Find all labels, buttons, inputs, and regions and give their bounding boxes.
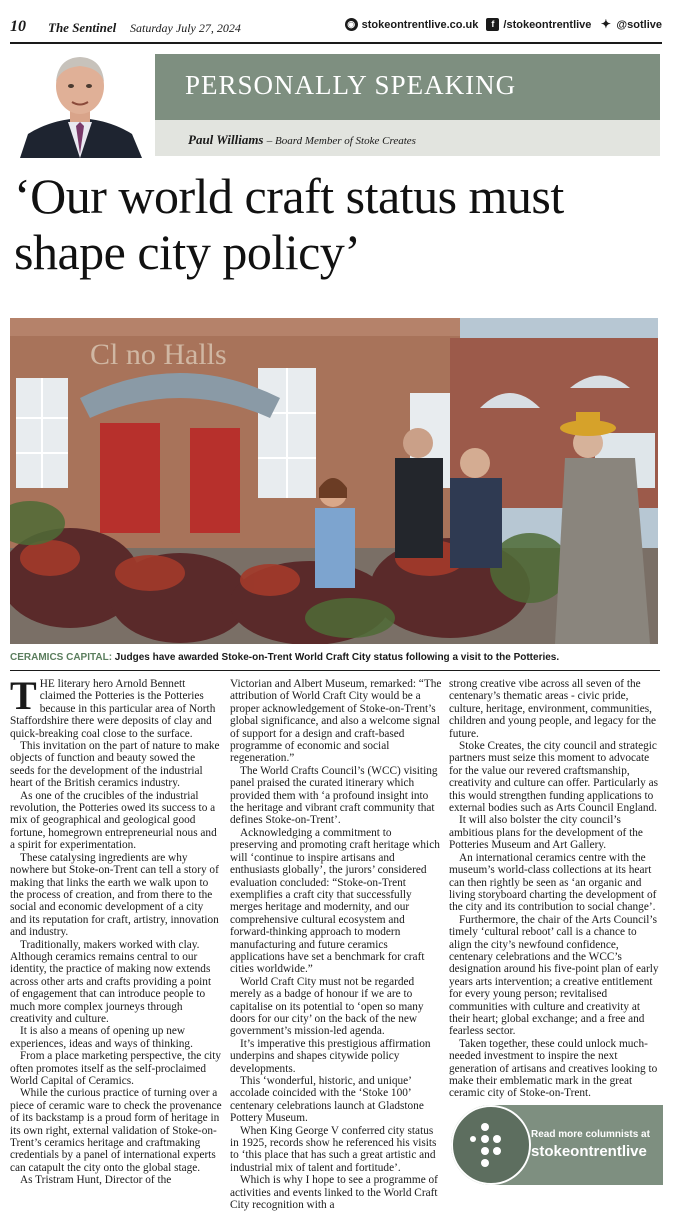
column-header [10,54,660,156]
body-paragraph: An international ceramics centre with the museum’s world-class collections at its heart can then rightly be seen as ‘an organic and living storyboard charting the development of the city and its contribution to social change’. [449,851,657,914]
drop-cap: T [10,673,37,718]
body-paragraph: It will also bolster the city council’s ambitious plans for the development of the Potteries Museum and Art Gallery. [449,814,643,852]
body-column-1 [10,673,222,1187]
body-paragraph: The World Crafts Council’s (WCC) visiting panel praised the curated itinerary which provided them with ‘a profound insight into the heritage and vibrant craft community that defines Stoke-on-Trent’. [230,764,438,827]
newspaper-name: The Sentinel [48,20,117,35]
photo-caption [10,652,660,663]
twitter-label: @sotlive [616,18,662,31]
body-paragraph: Taken together, these could unlock much-needed investment to inspire the next generation of artisans and creatives looking to make their emblematic mark in the great ceramic city of Stoke-on-Trent. [449,1037,658,1100]
body-paragraph: When King George V conferred city status in 1925, records show he referenced his visits to ‘this place that has such a great artistic and industrial mix of talent and fortitude’. [230,1124,437,1174]
body-text: HE literary hero Arnold Bennett claimed the Potteries is the Potteries because in this particular area of North Staffordshire there were deposits of clay and quick-breaking coal close to the surface. [10,678,216,740]
body-paragraph: As Tristram Hunt, Director of the [20,1174,172,1187]
column-kicker: PERSONALLY SPEAKING [185,70,517,100]
body-paragraph: Acknowledging a commitment to preserving and promoting craft heritage which will ‘continue to inspire artisans and enthusiasts globally’, the jurors’ considered evaluation concluded: “Stoke-on-Trent exemplifies a craft city that successfully merges heritage and modernity, and our comprehensive cultural ecosystem and forward-thinking approach to modern manufacturing and future ceramics applications have set a benchmark for craft cities worldwide.” [230,826,440,976]
author-role: – Board Member of Stoke Creates [266,135,416,147]
caption-rule [10,670,660,671]
body-paragraph: As one of the crucibles of the industrial revolution, the Potteries owed its success to a mix of geographical and geological good fortune, homegrown entrepreneurial nous and a spirit for experimentation. [10,789,217,852]
social-links [345,18,662,31]
author-name: Paul Williams [188,132,264,147]
masthead [10,18,662,44]
issue-date: Saturday July 27, 2024 [130,21,241,35]
body-paragraph: It is also a means of opening up new experiences, ideas and ways of thinking. [10,1025,193,1050]
caption-text: Judges have awarded Stoke-on-Trent World Craft City status following a visit to the Potteries. [112,652,560,663]
promo-site: stokeontrentlive [531,1143,647,1160]
headline: ‘Our world craft status must shape city policy’ [14,168,564,280]
body-paragraph: While the curious practice of turning over a piece of ceramic ware to check the provenance of its backstamp is a proud form of heritage in its own right, external validation of Stoke-on-Trent’s ceramics heritage and craftmaking credentials by a panel of international experts can catapult the city onto the global stage. [10,1087,222,1174]
facebook-label: /stokeontrentlive [503,18,592,31]
body-paragraph: Furthermore, the chair of the Arts Council’s timely ‘cultural reboot’ call is a chance to align the city’s newfound confidence, centenary celebrations and the WCC’s designation around his five-point plan of early years arts intervention; a creative entitlement for every young person; revitalised communities with culture and creativity at their heart; global exchange; and a free and fearless sector. [449,913,659,1038]
body-paragraph: World Craft City must not be regarded merely as a badge of honour if we are to capitalise on its potential to ‘open so many doors for our city’ on the back of the new government’s mission-led agenda. [230,975,424,1038]
body-paragraph: strong creative vibe across all seven of the centenary’s thematic areas - civic pride, culture, heritage, environment, communities, children and young people, and legacy for the future. [449,678,657,740]
twitter-bird-icon: ✦ [600,17,611,31]
twitter-link[interactable] [599,18,662,31]
globe-icon: ◉ [345,18,358,31]
body-column-2 [230,678,442,1211]
article-photo [10,318,658,644]
columnists-promo[interactable] [451,1105,663,1185]
author-byline [188,132,416,148]
facebook-icon: f [486,18,499,31]
body-paragraph: From a place marketing perspective, the city often promotes itself as the self-proclaimed World Capital of Ceramics. [10,1050,222,1087]
body-paragraph: Traditionally, makers worked with clay. Although ceramics remains central to our identity, the practice of making now extends across other arts and crafts providing a point of engagement that can introduce people to much more complex journeys through creativity and culture. [10,938,212,1025]
body-column-3 [449,678,661,1100]
body-paragraph: Stoke Creates, the city council and strategic partners must seize this moment to advocate for the value our revered craftsmanship, creativity and culture can offer. Particularly as this would strengthen funding applications to external bodies such as Arts Council England. [449,740,659,815]
caption-key: CERAMICS CAPITAL: [10,652,113,663]
facebook-link[interactable] [486,18,591,31]
author-portrait [10,46,150,158]
masthead-rule [10,42,662,44]
body-paragraph: Victorian and Albert Museum, remarked: “The attribution of World Craft City would be a proper acknowledgement of Stoke-on-Trent’s global significance, and also a welcome signal of support for a design and craft-based programme of economic and social regeneration.” [230,678,442,765]
promo-read-more: Read more columnists at [531,1129,650,1140]
body-paragraph: This invitation on the part of nature to make objects of function and beauty sowed the seeds for the development of the industrial heart of the British ceramics industry. [10,740,220,790]
body-paragraph: Which is why I hope to see a programme of activities and events linked to the World Craft City recognition with a [230,1174,438,1211]
promo-logo [451,1105,531,1185]
body-paragraph: This ‘wonderful, historic, and unique’ accolade coincided with the ‘Stoke 100’ centenary celebrations launch at Gladstone Pottery Museum. [230,1075,424,1125]
website-link[interactable] [345,18,479,31]
body-paragraph: These catalysing ingredients are why nowhere but Stoke-on-Trent can tell a story of making that links the earth we walk upon to the process of creation, and from there to the social and economic development of a city and its reputation for craft, artistry, innovation and industry. [10,851,219,939]
body-paragraph: It’s imperative this prestigious affirmation underpins and shapes citywide policy developments. [230,1037,431,1075]
page-number: 10 [10,18,26,35]
website-label: stokeontrentlive.co.uk [361,18,479,31]
building-sign: Cl no Halls [90,338,227,371]
body-paragraph [10,673,222,740]
